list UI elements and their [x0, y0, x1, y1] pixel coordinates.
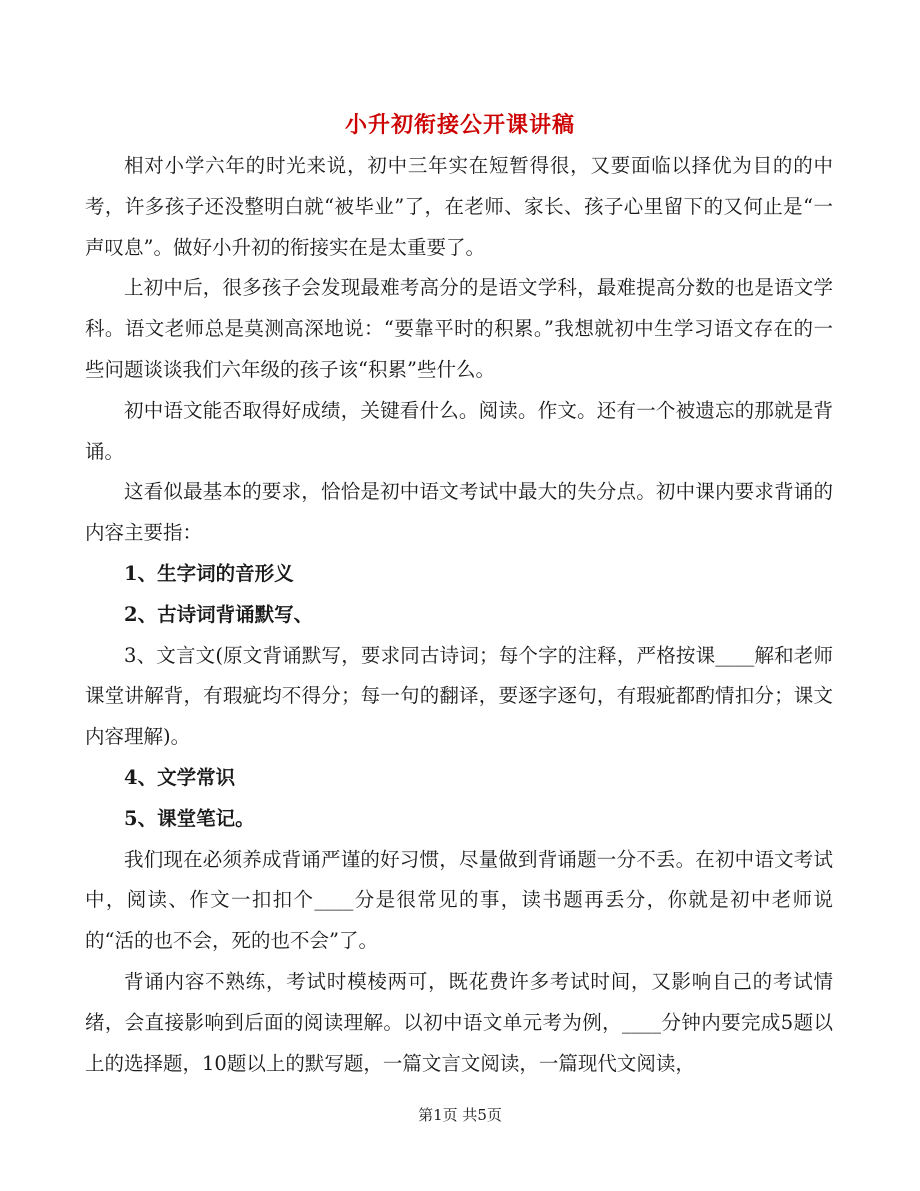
- paragraph-exam-impact: 背诵内容不熟练，考试时模棱两可，既花费许多考试时间，又影响自己的考试情绪，会直接影响到后面的阅读理解。以初中语文单元考为例，____分钟内要完成5题以上的选择题，10题以上的默写题，一篇文言文阅读，一篇现代文阅读，: [85, 969, 833, 1075]
- paragraph-key-factors: 初中语文能否取得好成绩，关键看什么。阅读。作文。还有一个被遗忘的那就是背诵。: [85, 398, 833, 463]
- page-footer: 第1页 共5页: [418, 1106, 502, 1124]
- list-item-class-notes: 5、课堂笔记。: [124, 806, 255, 830]
- document-body: [85, 146, 833, 1084]
- document-title: 小升初衔接公开课讲稿: [344, 112, 575, 138]
- list-item-classical-chinese: 3、文言文(原文背诵默写，要求同古诗词；每个字的注释，严格按课____解和老师课堂讲解背，有瑕疵均不得分；每一句的翻译，要逐字逐句，有瑕疵都酌情扣分；课文内容理解)。: [85, 643, 833, 749]
- paragraph-recitation-requirements: 这看似最基本的要求，恰恰是初中语文考试中最大的失分点。初中课内要求背诵的内容主要指：: [85, 480, 833, 545]
- paragraph-chinese-subject: 上初中后，很多孩子会发现最难考高分的是语文学科，最难提高分数的也是语文学科。语文老师总是莫测高深地说：“要靠平时的积累。”我想就初中生学习语文存在的一些问题谈谈我们六年级的孩子该“积累”些什么。: [85, 276, 833, 381]
- list-item-literary-knowledge: 4、文学常识: [124, 765, 236, 789]
- list-item-vocabulary: 1、生字词的音形义: [124, 561, 294, 585]
- list-item-ancient-poetry: 2、古诗词背诵默写、: [124, 602, 314, 626]
- paragraph-intro: 相对小学六年的时光来说，初中三年实在短暂得很，又要面临以择优为目的的中考，许多孩子还没整明白就“被毕业”了，在老师、家长、孩子心里留下的又何止是“一声叹息”。做好小升初的衔接实在是太重要了。: [85, 154, 833, 259]
- paragraph-good-habits: 我们现在必须养成背诵严谨的好习惯，尽量做到背诵题一分不丢。在初中语文考试中，阅读、作文一扣扣个____分是很常见的事，读书题再丢分，你就是初中老师说的“活的也不会，死的也不会”了。: [85, 847, 833, 953]
